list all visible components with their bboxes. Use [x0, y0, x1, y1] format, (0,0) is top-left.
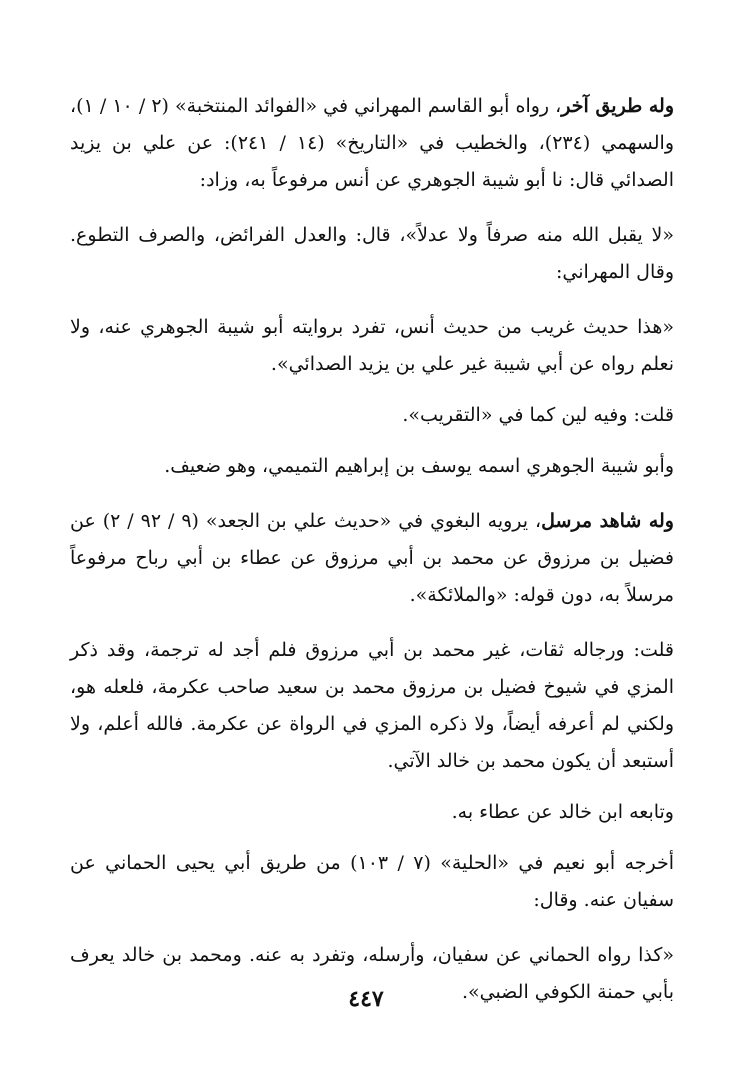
- paragraph-mursal-witness: [70, 503, 674, 614]
- paragraph-text: «هذا حديث غريب من حديث أنس، تفرد بروايته أبو شيبة الجوهري عنه، ولا نعلم رواه عن أبي شيبة غير علي بن يزيد الصدائي».: [70, 316, 674, 375]
- paragraph-text: وأبو شيبة الجوهري اسمه يوسف بن إبراهيم التميمي، وهو ضعيف.: [164, 455, 674, 477]
- paragraph-text: ، يرويه البغوي في «حديث علي بن الجعد» (٩ / ٩٢ / ٢) عن فضيل بن مرزوق عن محمد بن أبي مرزوق عن عطاء بن أبي رباح مرفوعاً مرسلاً به، دون قوله: «والملائكة».: [70, 510, 674, 606]
- paragraph-abu-nuaim: [70, 845, 674, 919]
- paragraph-text: وتابعه ابن خالد عن عطاء به.: [451, 801, 674, 823]
- paragraph-ibn-khalid: [70, 794, 674, 831]
- paragraph-quote-mahrani: [70, 309, 674, 383]
- paragraph-abu-shaiba: [70, 448, 674, 485]
- paragraph-text: «كذا رواه الحماني عن سفيان، وأرسله، وتفرد به عنه. ومحمد بن خالد يعرف بأبي حمنة الكوفي الضبي».: [70, 944, 674, 1003]
- paragraph-other-route: [70, 88, 674, 199]
- paragraph-narrators-note: [70, 632, 674, 780]
- page-number: ٤٤٧: [348, 986, 384, 1012]
- heading-mursal-witness: وله شاهد مرسل: [541, 510, 674, 532]
- paragraph-text: قلت: ورجاله ثقات، غير محمد بن أبي مرزوق فلم أجد له ترجمة، وقد ذكر المزي في شيوخ فضيل بن مرزوق محمد بن سعيد صاحب عكرمة، فلعله هو، ولكني لم أعرفه أيضاً، ولا ذكره المزي في الرواة عن عكرمة. فالله أعلم، ولا أستبعد أن يكون محمد بن خالد الآتي.: [70, 639, 674, 772]
- paragraph-text: قلت: وفيه لين كما في «التقريب».: [402, 404, 674, 426]
- body-text: [70, 88, 674, 1011]
- paragraph-quote-addition: [70, 217, 674, 291]
- paragraph-text: ، رواه أبو القاسم المهراني في «الفوائد المنتخبة» (٢ / ١٠ / ١)، والسهمي (٢٣٤)، والخطيب في «التاريخ» (١٤ / ٢٤١): عن علي بن يزيد الصدائي قال: نا أبو شيبة الجوهري عن أنس مرفوعاً به، وزاد:: [70, 95, 674, 191]
- paragraph-text: أخرجه أبو نعيم في «الحلية» (٧ / ١٠٣) من طريق أبي يحيى الحماني عن سفيان عنه. وقال:: [70, 852, 675, 911]
- paragraph-taqrib: [70, 397, 674, 434]
- paragraph-text: «لا يقبل الله منه صرفاً ولا عدلاً»، قال: والعدل الفرائض، والصرف التطوع. وقال المهراني:: [70, 224, 674, 283]
- heading-other-route: وله طريق آخر: [561, 95, 674, 117]
